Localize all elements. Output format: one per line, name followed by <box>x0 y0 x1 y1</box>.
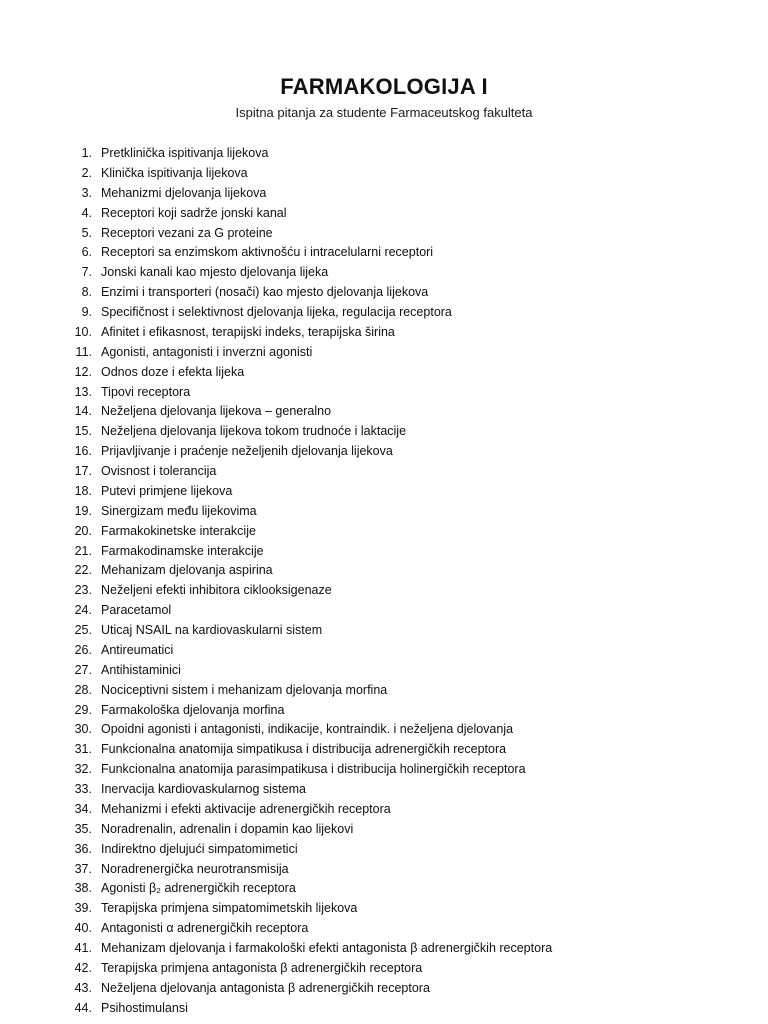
question-number: 13. <box>74 384 92 399</box>
question-text: Psihostimulansi <box>101 1000 188 1015</box>
question-text: Sinergizam među lijekovima <box>101 503 257 518</box>
question-text: Jonski kanali kao mjesto djelovanja lijeka <box>101 265 329 280</box>
question-number: 33. <box>74 782 92 796</box>
question-number: 40. <box>74 921 92 936</box>
question-text: Receptori vezani za G proteine <box>101 225 273 240</box>
question-number: 23. <box>74 583 92 598</box>
question-text: Neželjeni efekti inhibitora ciklooksigenaze <box>101 583 332 598</box>
question-text: Klinička ispitivanja lijekova <box>101 165 248 180</box>
question-number: 31. <box>74 742 92 757</box>
question-number: 32. <box>74 762 92 777</box>
question-text: Neželjena djelovanja lijekova – generalno <box>101 404 332 419</box>
question-number: 38. <box>74 881 92 896</box>
question-text: Neželjena djelovanja lijekova tokom trudnoće i laktacije <box>101 424 407 439</box>
question-number: 29. <box>74 702 92 717</box>
question-text: Antihistaminici <box>101 662 181 677</box>
question-text: Noradrenalin, adrenalin i dopamin kao lijekovi <box>101 821 354 836</box>
question-text: Enzimi i transporteri (nosači) kao mjesto djelovanja lijekova <box>101 285 429 300</box>
question-number: 2. <box>81 165 92 180</box>
question-text: Receptori sa enzimskom aktivnošću i intracelularni receptori <box>101 245 434 260</box>
question-text: Farmakološka djelovanja morfina <box>101 702 285 717</box>
question-text: Antireumatici <box>101 642 174 657</box>
question-number: 34. <box>74 801 92 816</box>
question-text: Antagonisti α adrenergičkih receptora <box>101 921 309 936</box>
question-text: Farmakokinetske interakcije <box>101 523 256 538</box>
question-text: Nociceptivni sistem i mehanizam djelovanja morfina <box>101 682 388 697</box>
question-text: Pretklinička ispitivanja lijekova <box>101 146 269 160</box>
question-text: Paracetamol <box>101 603 172 618</box>
question-number: 11. <box>75 344 92 359</box>
question-number: 10. <box>74 324 92 339</box>
question-number: 42. <box>74 960 92 975</box>
question-text: Uticaj NSAIL na kardiovaskularni sistem <box>101 623 323 637</box>
question-number: 12. <box>74 364 92 379</box>
question-number: 27. <box>74 662 92 677</box>
question-text: Neželjena djelovanja antagonista β adrenergičkih receptora <box>101 980 430 995</box>
question-text: Funkcionalna anatomija parasimpatikusa i distribucija holinergičkih receptora <box>101 762 526 777</box>
question-number: 7. <box>81 265 92 280</box>
question-text: Agonisti, antagonisti i inverzni agonisti <box>101 344 313 359</box>
question-number: 41. <box>74 941 92 955</box>
question-number: 22. <box>74 563 92 578</box>
question-text: Putevi primjene lijekova <box>101 483 233 498</box>
question-text: Mehanizmi djelovanja lijekova <box>101 185 267 200</box>
question-number: 20. <box>74 523 92 538</box>
question-text: Ovisnost i tolerancija <box>101 464 217 478</box>
question-text: Farmakodinamske interakcije <box>101 543 264 558</box>
question-text: Indirektno djelujući simpatomimetici <box>101 841 298 856</box>
document-subtitle: Ispitna pitanja za studente Farmaceutskog fakulteta <box>235 105 533 120</box>
question-text: Funkcionalna anatomija simpatikusa i distribucija adrenergičkih receptora <box>101 742 507 757</box>
question-number: 39. <box>74 901 92 916</box>
question-text: Agonisti β₂ adrenergičkih receptora <box>101 881 296 896</box>
question-number: 21. <box>74 543 92 558</box>
question-number: 44. <box>74 1000 92 1015</box>
question-text: Inervacija kardiovaskularnog sistema <box>101 782 306 796</box>
question-number: 4. <box>81 205 92 220</box>
question-number: 14. <box>74 404 92 419</box>
question-text: Odnos doze i efekta lijeka <box>101 364 245 379</box>
question-text: Noradrenergička neurotransmisija <box>101 861 289 876</box>
question-number: 17. <box>74 464 92 478</box>
question-number: 5. <box>81 225 92 240</box>
question-text: Mehanizam djelovanja i farmakološki efekti antagonista β adrenergičkih receptora <box>101 941 553 955</box>
question-number: 15. <box>74 424 92 439</box>
question-number: 30. <box>74 722 92 737</box>
question-text: Prijavljivanje i praćenje neželjenih djelovanja lijekova <box>101 444 393 459</box>
question-number: 26. <box>74 642 92 657</box>
question-number: 25. <box>74 623 92 637</box>
question-text: Receptori koji sadrže jonski kanal <box>101 205 287 220</box>
question-number: 9. <box>81 305 92 319</box>
question-text: Mehanizmi i efekti aktivacije adrenergičkih receptora <box>101 801 391 816</box>
question-text: Afinitet i efikasnost, terapijski indeks, terapijska širina <box>101 324 395 339</box>
question-number: 8. <box>81 285 92 300</box>
document-title: FARMAKOLOGIJA I <box>280 74 488 99</box>
question-number: 43. <box>74 980 92 995</box>
question-text: Terapijska primjena antagonista β adrenergičkih receptora <box>101 960 423 975</box>
question-text: Specifičnost i selektivnost djelovanja lijeka, regulacija receptora <box>101 305 452 319</box>
question-text: Terapijska primjena simpatomimetskih lijekova <box>101 901 358 916</box>
question-number: 35. <box>74 821 92 836</box>
question-text: Opoidni agonisti i antagonisti, indikacije, kontraindik. i neželjena djelovanja <box>101 722 514 737</box>
question-number: 6. <box>81 245 92 260</box>
question-number: 1. <box>81 146 92 160</box>
question-number: 28. <box>74 682 92 697</box>
question-number: 3. <box>81 185 92 200</box>
question-number: 18. <box>74 483 92 498</box>
question-number: 24. <box>74 603 92 618</box>
question-text: Tipovi receptora <box>101 384 191 399</box>
question-number: 36. <box>74 841 92 856</box>
question-number: 37. <box>74 861 92 876</box>
question-number: 19. <box>74 503 92 518</box>
question-number: 16. <box>74 444 92 459</box>
question-text: Mehanizam djelovanja aspirina <box>101 563 273 578</box>
